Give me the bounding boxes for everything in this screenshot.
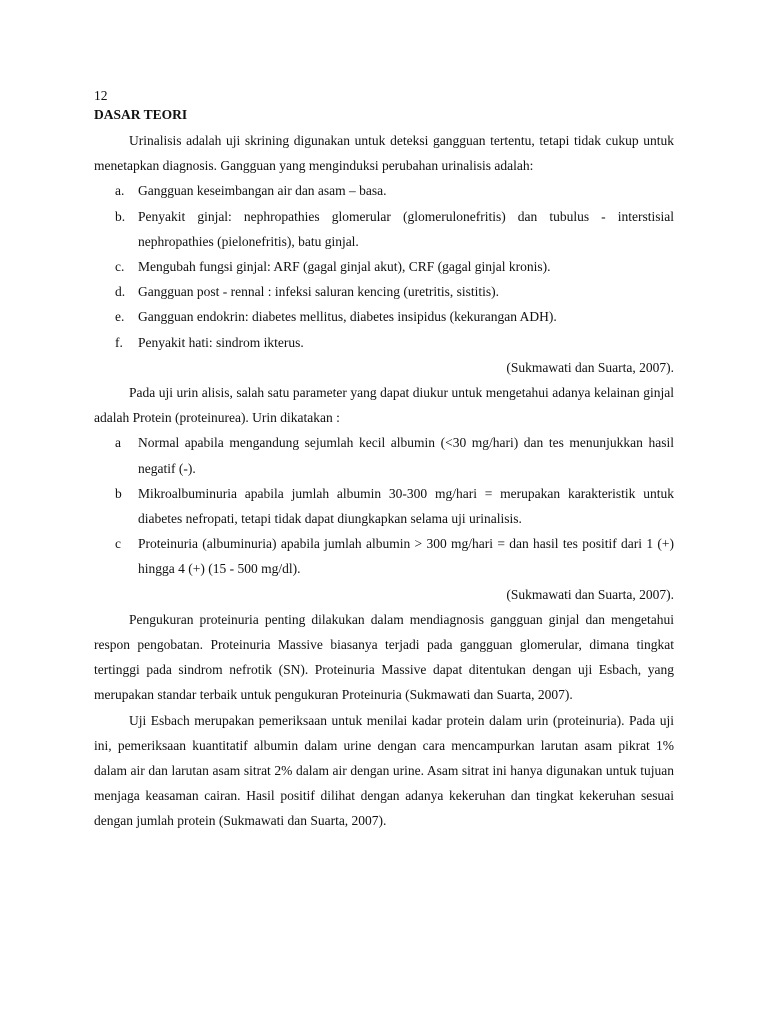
list-marker: a. <box>115 183 125 199</box>
disorder-list <box>94 178 674 354</box>
list-marker: d. <box>115 284 126 300</box>
esbach-paragraph: Uji Esbach merupakan pemeriksaan untuk menilai kadar protein dalam urin (proteinuria). Pada uji ini, pemeriksaan kuantitatif albumin dalam urine dengan cara mencampurkan larutan asam pikrat 1% dalam air dan larutan asam sitrat 2% dalam air dengan urine. Asam sitrat ini hanya digunakan untuk tujuan menjaga keasaman cairan. Hasil positif dilihat dengan adanya kekeruhan dan tingkat kekeruhan sesuai dengan jumlah protein (Sukmawati dan Suarta, 2007). <box>94 712 674 829</box>
list-item <box>94 531 674 581</box>
list-item <box>94 481 674 531</box>
list-item-text: Penyakit hati: sindrom ikterus. <box>138 334 304 350</box>
section-heading: DASAR TEORI <box>94 107 188 122</box>
protein-paragraph: Pada uji urin alisis, salah satu parameter yang dapat diukur untuk mengetahui adanya kelainan ginjal adalah Protein (proteinurea). Urin dikatakan : <box>94 385 674 426</box>
proteinuria-list <box>94 430 674 581</box>
list-item <box>94 279 674 304</box>
page-number: 12 <box>94 88 108 103</box>
list-item-text: Normal apabila mengandung sejumlah kecil albumin (<30 mg/hari) dan tes menunjukkan hasil negatif (-). <box>138 435 674 476</box>
list-item <box>94 254 674 279</box>
list-item <box>94 330 674 355</box>
page-content <box>94 86 674 834</box>
measurement-paragraph: Pengukuran proteinuria penting dilakukan dalam mendiagnosis gangguan ginjal dan mengetahui respon pengobatan. Proteinuria Massive biasanya terjadi pada gangguan glomerular, dimana tingkat tertinggi pada sindrom nefrotik (SN). Proteinuria Massive dapat ditentukan dengan uji Esbach, yang merupakan standar terbaik untuk pengukuran Proteinuria (Sukmawati dan Suarta, 2007). <box>94 611 674 703</box>
list-marker: b. <box>115 208 126 224</box>
list-marker: b <box>115 485 122 501</box>
citation: (Sukmawati dan Suarta, 2007). <box>506 359 674 375</box>
list-item <box>94 204 674 254</box>
intro-paragraph: Urinalisis adalah uji skrining digunakan untuk deteksi gangguan tertentu, tetapi tidak cukup untuk menetapkan diagnosis. Gangguan yang menginduksi perubahan urinalisis adalah: <box>94 133 674 174</box>
list-marker: a <box>115 435 121 451</box>
list-marker: c <box>115 536 121 552</box>
list-item-text: Gangguan keseimbangan air dan asam – basa. <box>138 183 387 199</box>
list-marker: f. <box>115 334 123 350</box>
list-item <box>94 430 674 480</box>
list-item <box>94 178 674 203</box>
citation: (Sukmawati dan Suarta, 2007). <box>506 586 674 602</box>
list-item-text: Mikroalbuminuria apabila jumlah albumin 30-300 mg/hari = merupakan karakteristik untuk diabetes nefropati, tetapi tidak dapat diungkapkan selama uji urinalisis. <box>138 485 674 527</box>
list-item-text: Penyakit ginjal: nephropathies glomerular (glomerulonefritis) dan tubulus - interstisial nephropathies (pielonefritis), batu ginjal. <box>138 208 674 249</box>
list-marker: e. <box>115 309 125 325</box>
list-item-text: Gangguan post - rennal : infeksi saluran kencing (uretritis, sistitis). <box>138 284 500 300</box>
list-item <box>94 304 674 329</box>
list-item-text: Mengubah fungsi ginjal: ARF (gagal ginjal akut), CRF (gagal ginjal kronis). <box>138 259 551 275</box>
list-item-text: Gangguan endokrin: diabetes mellitus, diabetes insipidus (kekurangan ADH). <box>138 309 557 325</box>
list-item-text: Proteinuria (albuminuria) apabila jumlah albumin > 300 mg/hari = dan hasil tes positif dari 1 (+) hingga 4 (+) (15 - 500 mg/dl). <box>138 536 674 577</box>
list-marker: c. <box>115 259 125 275</box>
